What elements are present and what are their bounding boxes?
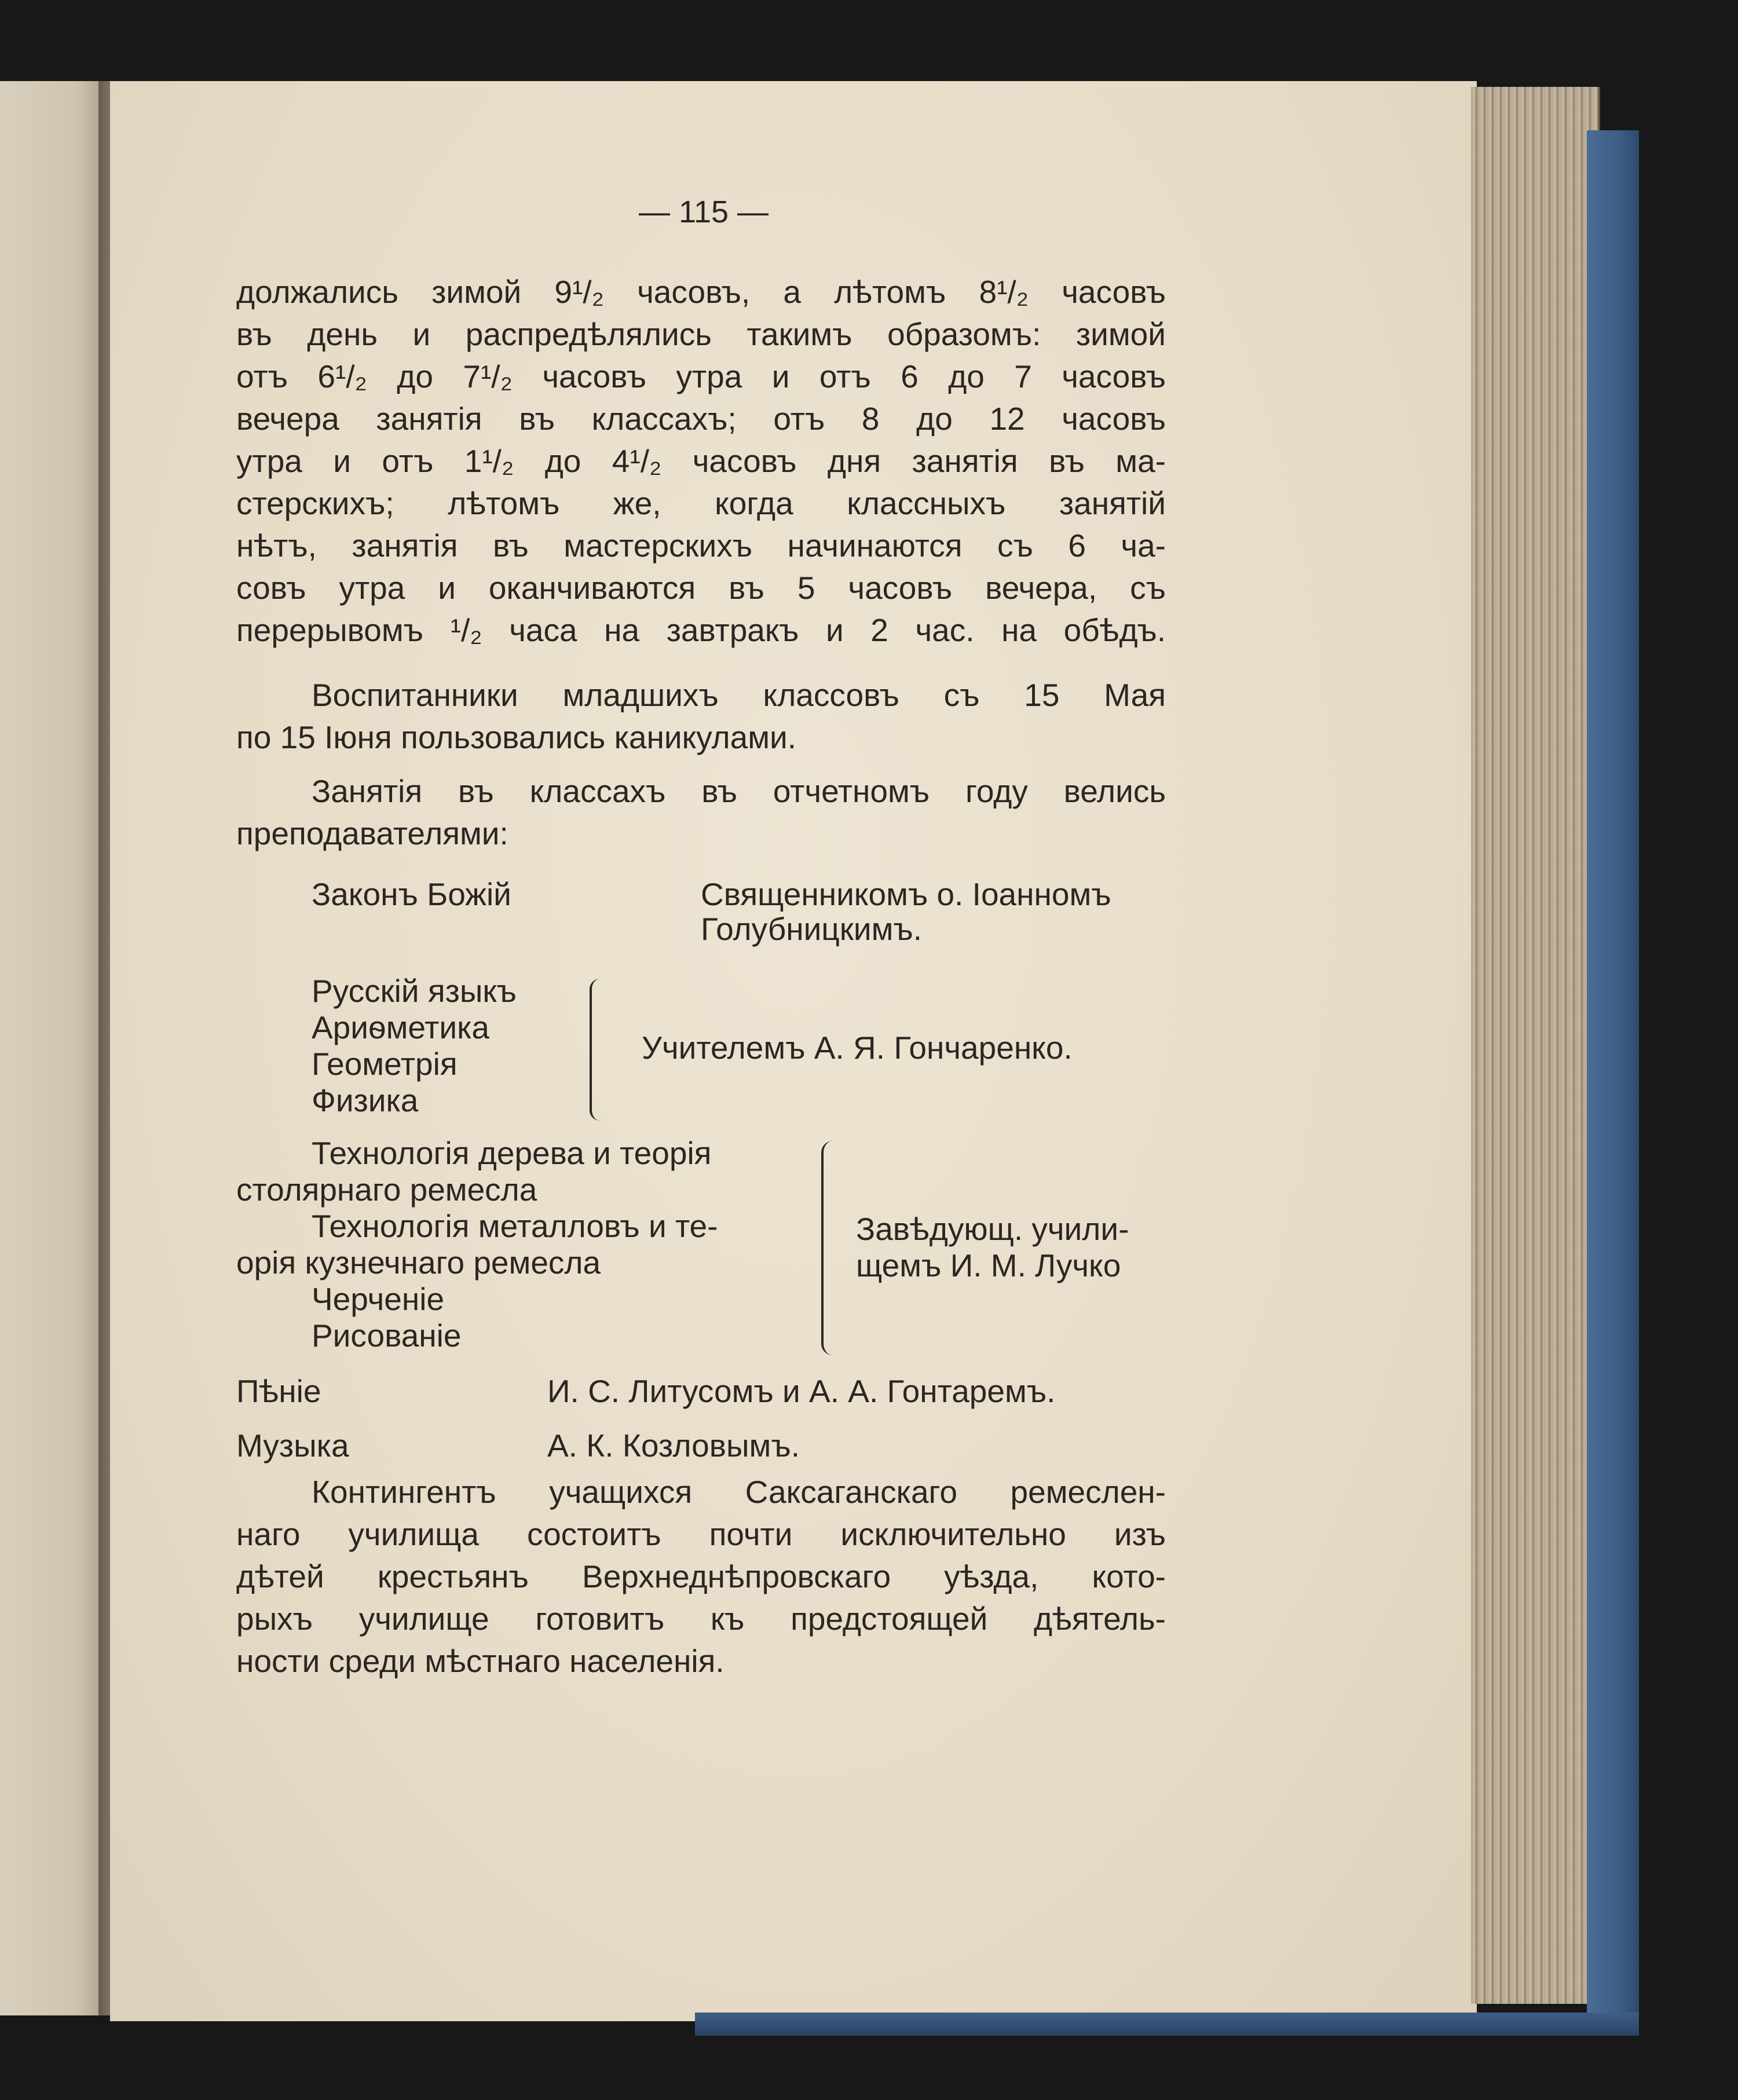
text-line: ности среди мѣстнаго населенія. <box>236 1643 725 1679</box>
text-line: дѣтей крестьянъ Верхнеднѣпровскаго уѣзда, кото- <box>236 1558 1166 1594</box>
brace-group1 <box>590 979 600 1121</box>
text-line: въ день и распредѣлялись такимъ образомъ: зимой <box>236 316 1166 352</box>
paragraph-schedule <box>236 271 1166 652</box>
paragraph-vacation <box>236 674 1166 759</box>
page-edges <box>1471 87 1600 2004</box>
subject-arithmetic: Ариѳметика <box>312 1009 489 1045</box>
subject-physics: Физика <box>312 1082 419 1118</box>
book-cover <box>1587 130 1639 2030</box>
subject-law: Законъ Божій <box>312 876 511 912</box>
subject-music: Музыка <box>236 1428 349 1464</box>
text-line: по 15 Іюня пользовались каникулами. <box>236 719 797 755</box>
subject-wood-tech-cont: столярнаго ремесла <box>236 1172 537 1208</box>
subject-drafting: Черченіе <box>312 1281 445 1317</box>
text-line: утра и отъ 1¹/₂ до 4¹/₂ часовъ дня занятія въ ма- <box>236 443 1166 479</box>
left-page-edge <box>0 81 110 2015</box>
teacher-singing: И. С. Литусомъ и А. А. Гонтаремъ. <box>547 1373 1056 1409</box>
paragraph-contingent <box>236 1471 1166 1682</box>
subject-geometry: Геометрія <box>312 1046 458 1082</box>
text-line: перерывомъ ¹/₂ часа на завтракъ и 2 час. на обѣдъ. <box>236 612 1166 648</box>
teacher-group1: Учителемъ А. Я. Гончаренко. <box>642 1030 1073 1066</box>
text-line: отъ 6¹/₂ до 7¹/₂ часовъ утра и отъ 6 до 7 часовъ <box>236 358 1166 394</box>
text-line: должались зимой 9¹/₂ часовъ, а лѣтомъ 8¹/₂ часовъ <box>236 274 1166 310</box>
subject-singing: Пѣніе <box>236 1373 321 1409</box>
text-line: Воспитанники младшихъ классовъ съ 15 Мая <box>312 677 1166 713</box>
teacher-group2-1: Завѣдующ. учили- <box>856 1211 1129 1247</box>
brace-group2 <box>821 1141 833 1355</box>
text-line: рыхъ училище готовитъ къ предстоящей дѣятель- <box>236 1601 1166 1637</box>
text-line: вечера занятія въ классахъ; отъ 8 до 12 часовъ <box>236 401 1166 437</box>
text-line: совъ утра и оканчиваются въ 5 часовъ вечера, съ <box>236 570 1166 606</box>
text-line: Занятія въ классахъ въ отчетномъ году велись <box>312 773 1166 809</box>
subject-russian: Русскій языкъ <box>312 973 517 1009</box>
teacher-law-1: Священникомъ о. Іоанномъ <box>701 876 1111 912</box>
subject-drawing: Рисованіе <box>312 1318 462 1353</box>
text-line: нѣтъ, занятія въ мастерскихъ начинаются съ 6 ча- <box>236 528 1166 564</box>
text-line: стерскихъ; лѣтомъ же, когда классныхъ занятій <box>236 485 1166 521</box>
subject-metal-tech: Технологія металловъ и те- <box>312 1208 718 1244</box>
text-line: преподавателями: <box>236 815 508 851</box>
teacher-law-2: Голубницкимъ. <box>701 911 923 947</box>
text-line: Контингентъ учащихся Саксаганскаго ремеслен- <box>312 1474 1166 1510</box>
paragraph-teachers-intro <box>236 770 1166 855</box>
subject-wood-tech: Технологія дерева и теорія <box>312 1135 712 1171</box>
text-line: наго училища состоитъ почти исключительно изъ <box>236 1516 1166 1552</box>
book-cover-bottom <box>695 2013 1639 2036</box>
teacher-group2-2: щемъ И. М. Лучко <box>856 1247 1121 1283</box>
teacher-music: А. К. Козловымъ. <box>547 1428 800 1464</box>
subject-metal-tech-cont: орія кузнечнаго ремесла <box>236 1245 601 1281</box>
page-number: — 115 — <box>638 195 769 229</box>
